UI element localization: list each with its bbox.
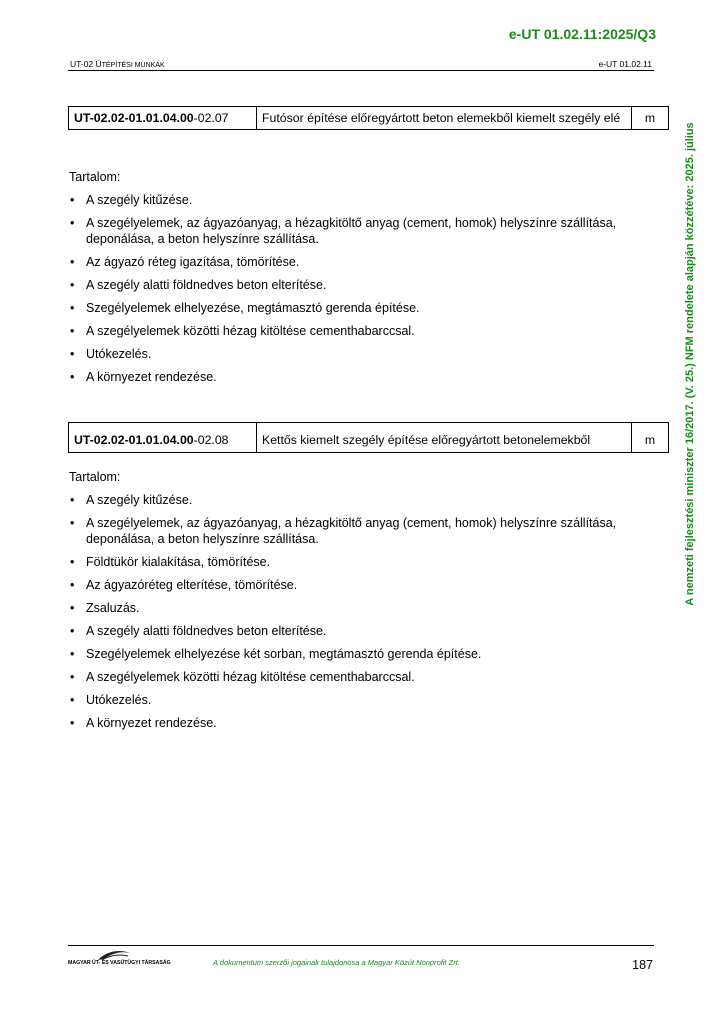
copyright-notice: A dokumentum szerzői jogainak tulajdonosa a Magyar Közút Nonprofit Zrt. xyxy=(213,958,460,967)
list-item: • A szegélyelemek közötti hézag kitöltése cementhabarccsal. xyxy=(69,670,659,686)
item-code-bold: UT-02.02-01.01.04.00 xyxy=(74,111,194,125)
list-item: • A környezet rendezése. xyxy=(69,716,659,732)
item-code-suffix: -02.08 xyxy=(193,433,229,447)
item-table-2 xyxy=(68,422,669,453)
list-item: • A szegélyelemek, az ágyazóanyag, a hézagkitöltő anyag (cement, homok) helyszínre szállítása, deponálása, a beton helyszínre szállítása. xyxy=(69,216,659,247)
item-code-bold: UT-02.02-01.01.04.00 xyxy=(74,433,194,447)
contents-label-2: Tartalom: xyxy=(69,470,121,484)
contents-list-1 xyxy=(69,193,659,393)
list-item: • A szegély alatti földnedves beton elterítése. xyxy=(69,278,659,294)
list-item: • Utókezelés. xyxy=(69,347,659,363)
list-item: • A környezet rendezése. xyxy=(69,370,659,386)
item-unit-2: m xyxy=(632,423,669,453)
header-doc-ref: e-UT 01.02.11 xyxy=(598,59,652,69)
list-item: • A szegély kitűzése. xyxy=(69,493,659,509)
page-number: 187 xyxy=(632,958,653,972)
item-code-suffix: -02.07 xyxy=(193,111,229,125)
document-code: e-UT 01.02.11:2025/Q3 xyxy=(508,26,656,42)
list-item: • Zsaluzás. xyxy=(69,601,659,617)
item-code-1 xyxy=(69,107,257,130)
list-item: • A szegélyelemek, az ágyazóanyag, a hézagkitöltő anyag (cement, homok) helyszínre szállítása, deponálása, a beton helyszínre szállítása. xyxy=(69,516,659,547)
item-code-2 xyxy=(69,423,257,453)
society-logo-text: MAGYAR ÚT- ÉS VASÚTÜGYI TÁRSASÁG xyxy=(68,960,171,966)
list-item: • A szegély alatti földnedves beton elterítése. xyxy=(69,624,659,640)
header-divider xyxy=(68,70,654,71)
list-item: • A szegélyelemek közötti hézag kitöltése cementhabarccsal. xyxy=(69,324,659,340)
item-unit-1: m xyxy=(632,107,669,130)
item-table-1 xyxy=(68,106,669,130)
list-item: • Az ágyazóréteg elterítése, tömörítése. xyxy=(69,578,659,594)
list-item: • Földtükör kialakítása, tömörítése. xyxy=(69,555,659,571)
list-item: • A szegély kitűzése. xyxy=(69,193,659,209)
list-item: • Szegélyelemek elhelyezése, megtámasztó gerenda építése. xyxy=(69,301,659,317)
header-section-title xyxy=(70,59,165,69)
header-section-prefix: UT-02 Ú xyxy=(70,59,102,69)
item-title-2: Kettős kiemelt szegély építése előregyártott betonelemekből xyxy=(257,423,632,453)
footer-divider xyxy=(68,945,654,946)
list-item: • Az ágyazó réteg igazítása, tömörítése. xyxy=(69,255,659,271)
item-title-1: Futósor építése előregyártott beton elemekből kiemelt szegély elé xyxy=(257,107,632,130)
list-item: • Utókezelés. xyxy=(69,693,659,709)
contents-list-2 xyxy=(69,493,659,739)
list-item: • Szegélyelemek elhelyezése két sorban, megtámasztó gerenda építése. xyxy=(69,647,659,663)
contents-label-1: Tartalom: xyxy=(69,170,121,184)
side-publication-note: A nemzeti fejlesztési miniszter 16/2017. (V. 25.) NFM rendelete alapján közzétéve: 2025. július xyxy=(684,122,696,606)
header-section-rest: TÉPÍTÉSI MUNKÁK xyxy=(101,62,165,69)
